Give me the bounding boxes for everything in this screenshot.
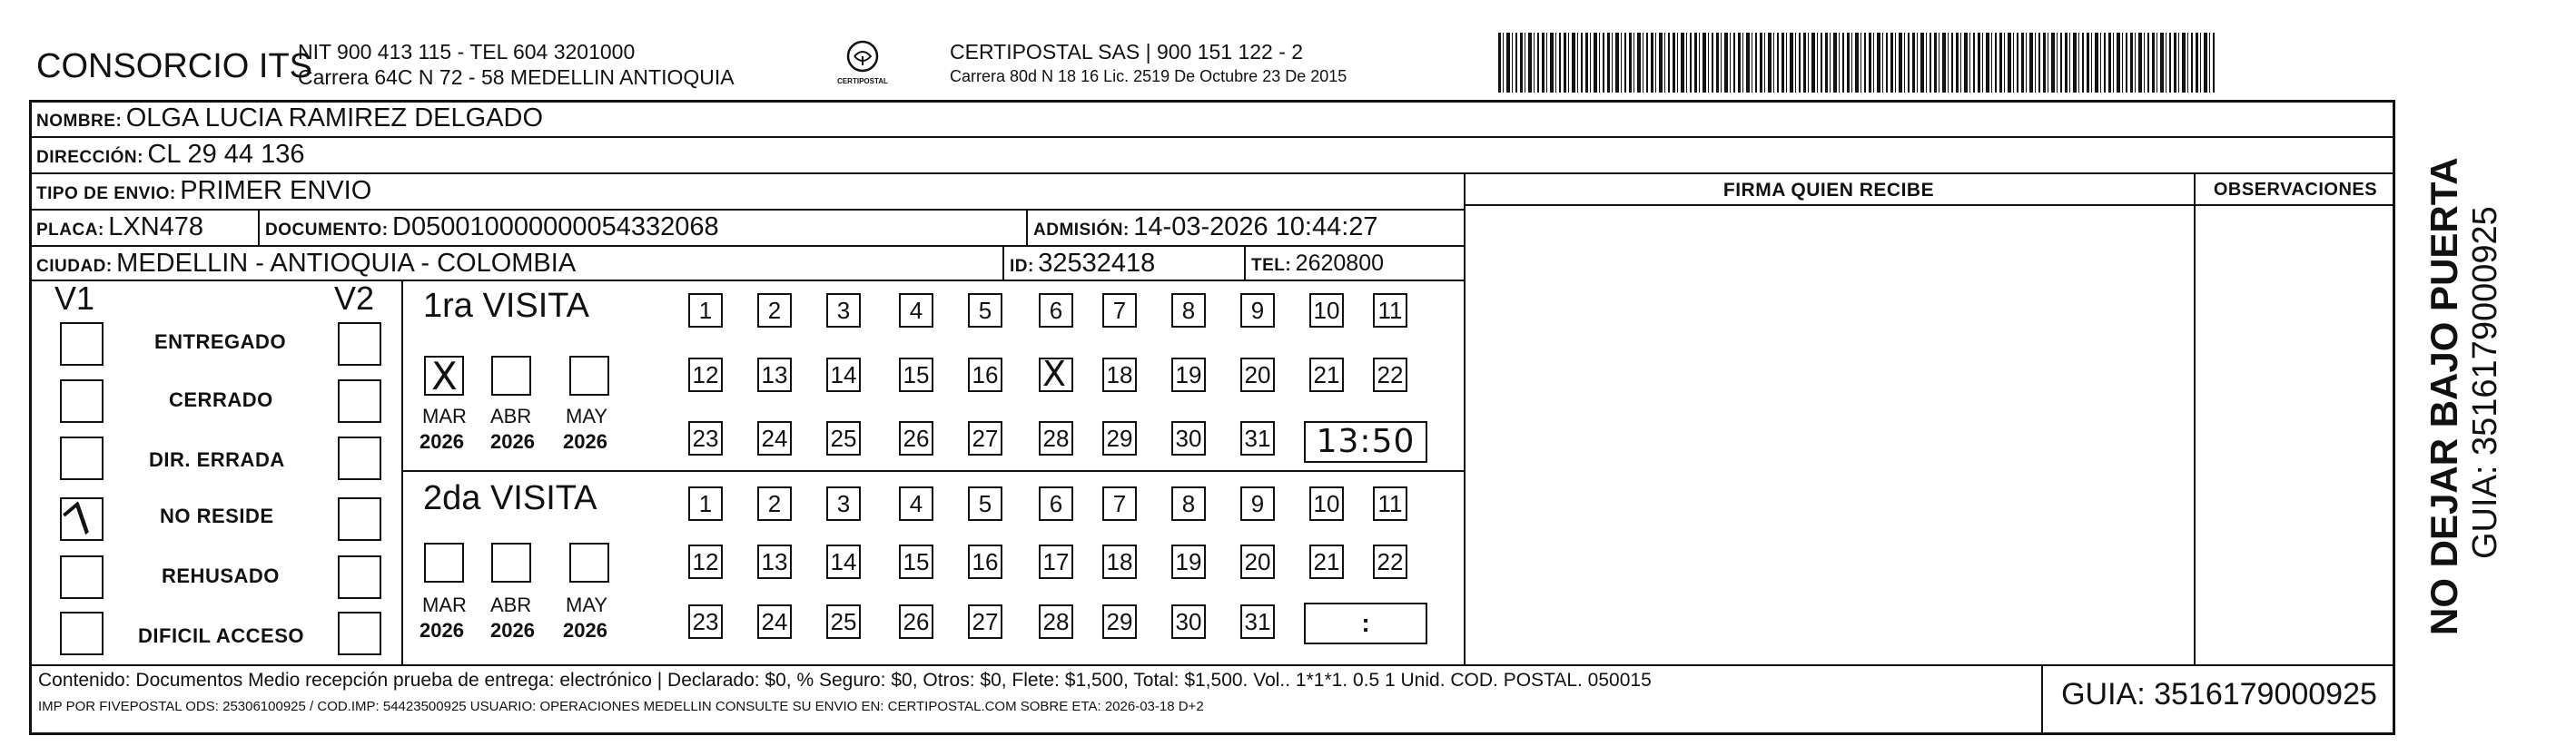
visit2-day-label: 26 — [903, 607, 930, 635]
visit2-day-10[interactable] — [1309, 486, 1344, 521]
visit2-day-8[interactable] — [1171, 486, 1206, 521]
visit1-time-box[interactable] — [1304, 421, 1427, 463]
id-label: ID: — [1010, 257, 1034, 276]
visit2-day-label: 2 — [767, 489, 782, 517]
visit2-day-label: 6 — [1049, 489, 1063, 517]
visit1-day-label: 11 — [1377, 296, 1403, 324]
visit1-day-label: 1 — [698, 296, 713, 324]
certipostal-logo — [834, 38, 892, 96]
visit2-day-label: 14 — [830, 547, 857, 575]
visit2-day-label: 17 — [1042, 547, 1070, 575]
visit1-day-10[interactable] — [1309, 293, 1344, 328]
visit1-day-label: 15 — [903, 360, 930, 388]
firma-area[interactable] — [1467, 209, 2192, 663]
visit1-month-label-mar: MAR — [422, 405, 467, 427]
visit1-day-1[interactable] — [688, 293, 723, 328]
nombre-label: NOMBRE: — [36, 112, 123, 131]
certipostal-address: Carrera 80d N 18 16 Lic. 2519 De Octubre 23 De 2015 — [950, 67, 1347, 85]
visit2-day-5[interactable] — [968, 486, 1002, 521]
visit1-day-22[interactable] — [1373, 358, 1407, 392]
visit1-day-label: 12 — [692, 360, 719, 388]
visit2-day-26[interactable] — [899, 604, 933, 639]
visit2-day-label: 23 — [692, 607, 719, 635]
visit2-day-label: 1 — [698, 489, 713, 517]
visit1-year-label-abr: 2026 — [490, 430, 535, 453]
visit1-day-label: 31 — [1244, 424, 1271, 452]
visit1-day-label: 24 — [761, 424, 788, 452]
visit2-day-18[interactable] — [1102, 545, 1137, 579]
visit1-day-label: 23 — [692, 424, 719, 452]
visit2-day-17[interactable] — [1039, 545, 1073, 579]
tel-value: 2620800 — [1295, 250, 1384, 276]
visit1-day-6[interactable] — [1039, 293, 1073, 328]
visit2-day-29[interactable] — [1102, 604, 1137, 639]
company-name: CONSORCIO ITS — [36, 47, 313, 85]
visit2-day-15[interactable] — [899, 545, 933, 579]
v1-checkbox-rehusado[interactable] — [60, 555, 104, 599]
visit2-day-label: 27 — [972, 607, 999, 635]
placa-value: LXN478 — [108, 212, 204, 241]
visit2-day-label: 24 — [761, 607, 788, 635]
visit2-time: : — [1361, 609, 1370, 637]
v1-checkbox-dir-errada[interactable] — [60, 437, 104, 480]
visit2-day-label: 16 — [972, 547, 999, 575]
visit1-day-label: 4 — [909, 296, 923, 324]
visit2-day-label: 8 — [1181, 489, 1196, 517]
visit2-year-label-abr: 2026 — [490, 619, 535, 642]
visit1-day-20[interactable] — [1240, 358, 1275, 392]
visit2-day-31[interactable] — [1240, 604, 1275, 639]
visit1-day-21[interactable] — [1309, 358, 1344, 392]
visit1-day-16[interactable] — [968, 358, 1002, 392]
barcode — [1498, 33, 2216, 93]
v1-checkbox-cerrado[interactable] — [60, 379, 104, 423]
visit1-day-3[interactable] — [826, 293, 861, 328]
visit1-day-26[interactable] — [899, 421, 933, 456]
visit2-day-12[interactable] — [688, 545, 723, 579]
visit2-title: 2da VISITA — [423, 479, 597, 517]
visit1-day-23[interactable] — [688, 421, 723, 456]
v1-checkbox-dificil-acceso[interactable] — [60, 612, 104, 655]
visit1-day-18[interactable] — [1102, 358, 1137, 392]
visit2-day-23[interactable] — [688, 604, 723, 639]
visit1-day-label: 28 — [1042, 424, 1070, 452]
visit2-month-mar[interactable] — [424, 543, 464, 583]
visit1-month-label-abr: ABR — [490, 405, 532, 427]
visit2-month-label-mar: MAR — [422, 594, 467, 616]
visit2-day-label: 30 — [1175, 607, 1202, 635]
visit2-day-label: 12 — [692, 547, 719, 575]
visit2-day-label: 13 — [761, 547, 788, 575]
visit2-day-label: 3 — [836, 489, 851, 517]
visit2-day-24[interactable] — [757, 604, 792, 639]
company-address: Carrera 64C N 72 - 58 MEDELLIN ANTIOQUIA — [298, 65, 735, 89]
visit1-day-label: 13 — [761, 360, 788, 388]
visit2-day-14[interactable] — [826, 545, 861, 579]
visit2-day-label: 7 — [1112, 489, 1127, 517]
visit2-month-abr[interactable] — [491, 543, 531, 583]
visit1-year-label-may: 2026 — [563, 430, 607, 453]
ciudad-label: CIUDAD: — [36, 257, 113, 276]
visit2-day-label: 10 — [1313, 489, 1340, 517]
documento-label: DOCUMENTO: — [265, 221, 389, 240]
visit1-day-11[interactable] — [1373, 293, 1407, 328]
visit2-day-label: 5 — [978, 489, 992, 517]
status-no-reside: NO RESIDE — [160, 505, 274, 527]
certipostal-line: CERTIPOSTAL SAS | 900 151 122 - 2 — [950, 40, 1304, 64]
visit2-time-box[interactable] — [1304, 603, 1427, 644]
direccion-value: CL 29 44 136 — [147, 140, 305, 169]
admision-value: 14-03-2026 10:44:27 — [1133, 212, 1378, 241]
visit1-day-19[interactable] — [1171, 358, 1206, 392]
visit1-day-label: 14 — [830, 360, 857, 388]
visit2-year-label-may: 2026 — [563, 619, 607, 642]
visit1-day-15[interactable] — [899, 358, 933, 392]
visit2-day-4[interactable] — [899, 486, 933, 521]
v2-checkbox-dificil-acceso[interactable] — [338, 612, 381, 655]
visit1-day-30[interactable] — [1171, 421, 1206, 456]
v2-checkbox-dir-errada[interactable] — [338, 437, 381, 480]
visit1-day-2[interactable] — [757, 293, 792, 328]
visit1-day-13[interactable] — [757, 358, 792, 392]
status-dir-errada: DIR. ERRADA — [149, 448, 285, 471]
visit1-day-label: 20 — [1244, 360, 1271, 388]
visit1-day-label: 21 — [1313, 360, 1340, 388]
visit1-day-27[interactable] — [968, 421, 1002, 456]
v2-checkbox-no-reside[interactable] — [338, 497, 381, 541]
visit1-day-24[interactable] — [757, 421, 792, 456]
visit1-day-9[interactable] — [1240, 293, 1275, 328]
nombre-value: OLGA LUCIA RAMIREZ DELGADO — [125, 103, 544, 133]
visit1-day-label: 29 — [1106, 424, 1133, 452]
visit2-month-label-may: MAY — [566, 594, 608, 616]
visit1-time: 13:50 — [1316, 423, 1416, 460]
tipo-envio-label: TIPO DE ENVIO: — [36, 184, 176, 203]
status-rehusado: REHUSADO — [162, 564, 280, 587]
footer-guia: GUIA: 3516179000925 — [2061, 677, 2377, 712]
visit2-day-label: 25 — [830, 607, 857, 635]
v1-checkbox-no-reside[interactable] — [54, 492, 107, 548]
firma-header: FIRMA QUIEN RECIBE — [1722, 180, 1935, 201]
tipo-envio-value: PRIMER ENVIO — [180, 176, 372, 205]
visit2-day-label: 21 — [1313, 547, 1340, 575]
visit2-day-label: 15 — [903, 547, 930, 575]
direccion-label: DIRECCIÓN: — [36, 148, 143, 167]
v2-checkbox-rehusado[interactable] — [338, 555, 381, 599]
visit1-day-label: 7 — [1112, 296, 1127, 324]
id-value: 32532418 — [1038, 249, 1156, 278]
visit2-day-16[interactable] — [968, 545, 1002, 579]
visit1-day-12[interactable] — [688, 358, 723, 392]
visit2-day-label: 28 — [1042, 607, 1070, 635]
visit1-month-mark: X — [431, 354, 458, 398]
visit2-day-label: 9 — [1250, 489, 1265, 517]
visit1-day-8[interactable] — [1171, 293, 1206, 328]
visit1-day-29[interactable] — [1102, 421, 1137, 456]
status-cerrado: CERRADO — [169, 388, 273, 411]
visit1-day-label: 27 — [972, 424, 999, 452]
visit2-day-label: 29 — [1106, 607, 1133, 635]
visit1-day-label: 26 — [903, 424, 930, 452]
visit1-day-label: 10 — [1313, 296, 1340, 324]
visit1-day-label: 22 — [1377, 360, 1404, 388]
visit2-day-label: 11 — [1377, 489, 1403, 517]
visit1-day-7[interactable] — [1102, 293, 1137, 328]
status-dificil-acceso: DIFICIL ACCESO — [138, 624, 305, 647]
visit2-day-27[interactable] — [968, 604, 1002, 639]
visit1-day-label: 19 — [1175, 360, 1202, 388]
visit1-day-label: 9 — [1250, 296, 1265, 324]
visit2-day-6[interactable] — [1039, 486, 1073, 521]
visit2-day-30[interactable] — [1171, 604, 1206, 639]
visit1-day-label: 16 — [972, 360, 999, 388]
ciudad-value: MEDELLIN - ANTIOQUIA - COLOMBIA — [116, 249, 577, 278]
visit1-month-abr[interactable] — [491, 356, 531, 396]
visit1-day-14[interactable] — [826, 358, 861, 392]
visit2-day-19[interactable] — [1171, 545, 1206, 579]
v1-label: V1 — [54, 280, 95, 317]
visit2-day-label: 18 — [1106, 547, 1133, 575]
visit2-month-may[interactable] — [569, 543, 609, 583]
nit-line: NIT 900 413 115 - TEL 604 3201000 — [298, 40, 636, 64]
visit1-day-label: 3 — [836, 296, 851, 324]
status-entregado: ENTREGADO — [154, 330, 287, 353]
visit2-day-label: 20 — [1244, 547, 1271, 575]
visit2-day-label: 31 — [1244, 607, 1271, 635]
visit1-day-28[interactable] — [1039, 421, 1073, 456]
visit1-month-label-may: MAY — [566, 405, 608, 427]
visit1-day-label: 30 — [1175, 424, 1202, 452]
observaciones-header: OBSERVACIONES — [2213, 180, 2378, 200]
visit1-day-31[interactable] — [1240, 421, 1275, 456]
visit1-month-mar[interactable] — [424, 356, 464, 396]
visit2-day-7[interactable] — [1102, 486, 1137, 521]
visit1-day-4[interactable] — [899, 293, 933, 328]
visit1-title: 1ra VISITA — [423, 287, 590, 325]
v2-label: V2 — [334, 280, 375, 317]
visit2-year-label-mar: 2026 — [419, 619, 464, 642]
v2-checkbox-entregado[interactable] — [338, 322, 381, 366]
visit2-day-2[interactable] — [757, 486, 792, 521]
tel-label: TEL: — [1251, 256, 1292, 275]
side-no-dejar: NO DEJAR BAJO PUERTA — [2423, 157, 2465, 635]
footer-content-line: Contenido: Documentos Medio recepción prueba de entrega: electrónico | Declarado: $0, % Seguro: $0, Otros: $0, Flete: $1,500, Total: $1,500. Vol.. 1*1*1. 0.5 1 Unid. COD. POSTAL. 050015 — [38, 670, 1652, 691]
visit2-day-3[interactable] — [826, 486, 861, 521]
certipostal-logo-icon — [844, 38, 881, 74]
v2-checkbox-cerrado[interactable] — [338, 379, 381, 423]
visit1-day-label: 6 — [1049, 296, 1063, 324]
visit2-day-28[interactable] — [1039, 604, 1073, 639]
placa-label: PLACA: — [36, 221, 104, 240]
visit1-month-may[interactable] — [569, 356, 609, 396]
visit1-year-label-mar: 2026 — [419, 430, 464, 453]
visit2-day-25[interactable] — [826, 604, 861, 639]
visit1-day-mark: X — [1042, 354, 1067, 394]
logo-label: CERTIPOSTAL — [837, 77, 888, 85]
visit2-day-22[interactable] — [1373, 545, 1407, 579]
admision-label: ADMISIÓN: — [1033, 221, 1130, 240]
visit1-day-25[interactable] — [826, 421, 861, 456]
visit2-day-label: 19 — [1175, 547, 1202, 575]
documento-value: D050010000000054332068 — [392, 212, 719, 241]
visit2-month-label-abr: ABR — [490, 594, 532, 616]
v1-checkbox-entregado[interactable] — [60, 322, 104, 366]
visit2-day-20[interactable] — [1240, 545, 1275, 579]
visit1-day-label: 5 — [978, 296, 992, 324]
visit2-day-11[interactable] — [1373, 486, 1407, 521]
visit1-day-label: 18 — [1106, 360, 1133, 388]
visit1-day-17[interactable] — [1039, 354, 1073, 394]
visit1-day-label: 2 — [767, 296, 782, 324]
visit2-day-label: 4 — [909, 489, 923, 517]
visit1-day-5[interactable] — [968, 293, 1002, 328]
v1-mark: 7 — [54, 492, 107, 548]
visit2-day-1[interactable] — [688, 486, 723, 521]
visit2-day-21[interactable] — [1309, 545, 1344, 579]
visit1-day-label: 8 — [1181, 296, 1196, 324]
observaciones-area[interactable] — [2197, 209, 2392, 663]
side-guia: GUIA: 3516179000925 — [2466, 206, 2504, 559]
visit2-day-label: 22 — [1377, 547, 1404, 575]
visit1-day-label: 25 — [830, 424, 857, 452]
visit2-day-9[interactable] — [1240, 486, 1275, 521]
footer-print-line: IMP POR FIVEPOSTAL ODS: 25306100925 / COD.IMP: 54423500925 USUARIO: OPERACIONES MEDELLIN CONSULTE SU ENVIO EN: CERTIPOSTAL.COM SOBRE ETA: 2026-03-18 D+2 — [38, 699, 1204, 714]
visit2-day-13[interactable] — [757, 545, 792, 579]
